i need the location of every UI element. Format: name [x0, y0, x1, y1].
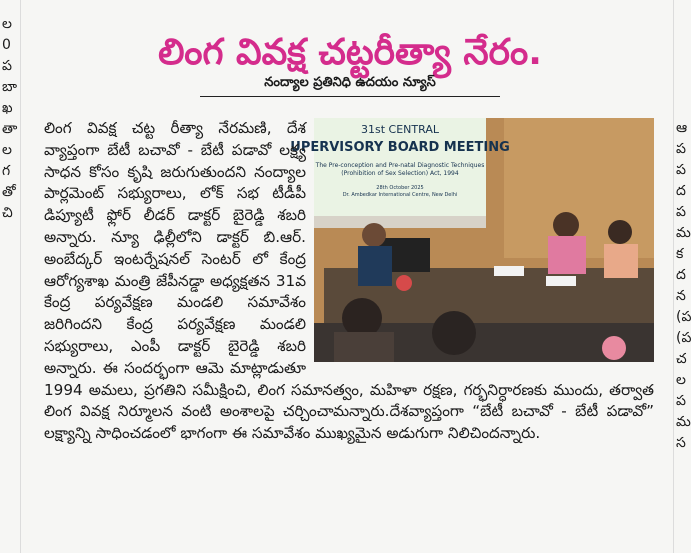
- banner-venue: Dr. Ambedkar International Centre, New Delhi: [342, 192, 458, 198]
- banner-date: 28th October 2025: [376, 185, 424, 191]
- right-col-line: మ: [676, 414, 691, 430]
- right-col-line: ప: [676, 162, 686, 178]
- headline: లింగ వివక్ష చట్టరీత్యా నేరం.: [158, 32, 542, 74]
- left-col-line: ల: [2, 142, 12, 158]
- right-col-line: న: [676, 288, 686, 304]
- right-col-line: (ప: [676, 330, 691, 346]
- left-column-fragment: [0, 0, 21, 553]
- article-body: [44, 118, 654, 445]
- byline: నంద్యాల ప్రతినిధి ఉదయం న్యూస్: [200, 75, 500, 97]
- left-col-line: 0: [2, 37, 11, 53]
- right-col-line: మ: [676, 225, 691, 241]
- left-col-line: బా: [2, 79, 18, 95]
- right-col-line: చ: [676, 351, 687, 367]
- article-text: లింగ వివక్ష చట్ట రీత్యా నేరమణి, దేశ వ్యాప్తంగా బేటీ బచావో - బేటీ పడావో లక్ష్య సాధన కోసం కృషి జరుగుతుందని నంద్యాల పార్లమెంట్ సభ్యురాలు, లోక్ సభ టీడీపీ డిప్యూటీ ఫ్లోర్ లీడర్ డాక్టర్ బైరెడ్డి శబరి అన్నారు. న్యూ ఢిల్లీలోని డాక్టర్ బి.ఆర్. అంబేద్కర్ ఇంటర్నేషనల్ సెంటర్ లో కేంద్ర ఆరోగ్యశాఖ మంత్రి జేపీనడ్డా అధ్యక్షతన 31వ కేంద్ర పర్యవేక్షణ మండలి సమావేశం జరిగిందని కేంద్ర పర్యవేక్షణ మండలి సభ్యురాలు, ఎంపీ డాక్టర్ బైరెడ్డి శబరి అన్నారు. ఈ సందర్భంగా ఆమె మాట్లాడుతూ 1994 అమలు, ప్రగతిని సమీక్షించి, లింగ సమానత్వం, మహిళా రక్షణ, గర్భనిర్ధారణకు ముందు, తర్వాత లింగ వివక్ష నిర్మూలన వంటి అంశాలపై చర్చించామన్నారు.దేశవ్యాప్తంగా “బేటీ బచావో - బేటీ పడావో” లక్ష్యాన్ని సాధించడంలో భాగంగా ఈ సమావేశం ముఖ్యమైన అడుగుగా నిలిచిందన్నారు.: [44, 119, 654, 443]
- right-col-line: క: [676, 246, 684, 262]
- left-col-line: ల: [2, 16, 12, 32]
- banner-subtitle-2: (Prohibition of Sex Selection) Act, 1994: [341, 170, 459, 177]
- left-col-line: తా: [2, 121, 18, 137]
- meeting-photo: [290, 118, 654, 362]
- right-col-line: స: [676, 435, 686, 451]
- left-col-line: ఖ: [2, 100, 13, 116]
- banner-title-2: UPERVISORY BOARD MEETING: [290, 140, 510, 155]
- banner-title: 31st CENTRAL: [361, 123, 439, 136]
- right-col-line: ప: [676, 141, 686, 157]
- left-col-line: తో: [2, 184, 16, 200]
- banner-subtitle-1: The Pre-conception and Pre-natal Diagnostic Techniques: [315, 162, 485, 169]
- right-col-line: ల: [676, 372, 686, 388]
- right-col-line: ద: [676, 267, 686, 283]
- right-col-line: ఆ: [676, 120, 688, 136]
- right-col-line: ప: [676, 393, 686, 409]
- left-col-line: గ: [2, 163, 11, 179]
- right-col-line: (ప: [676, 309, 691, 325]
- right-column-fragment: [673, 0, 691, 553]
- right-col-line: ప: [676, 204, 686, 220]
- right-col-line: ద: [676, 183, 686, 199]
- left-col-line: ప: [2, 58, 12, 74]
- left-col-line: చి: [2, 205, 13, 221]
